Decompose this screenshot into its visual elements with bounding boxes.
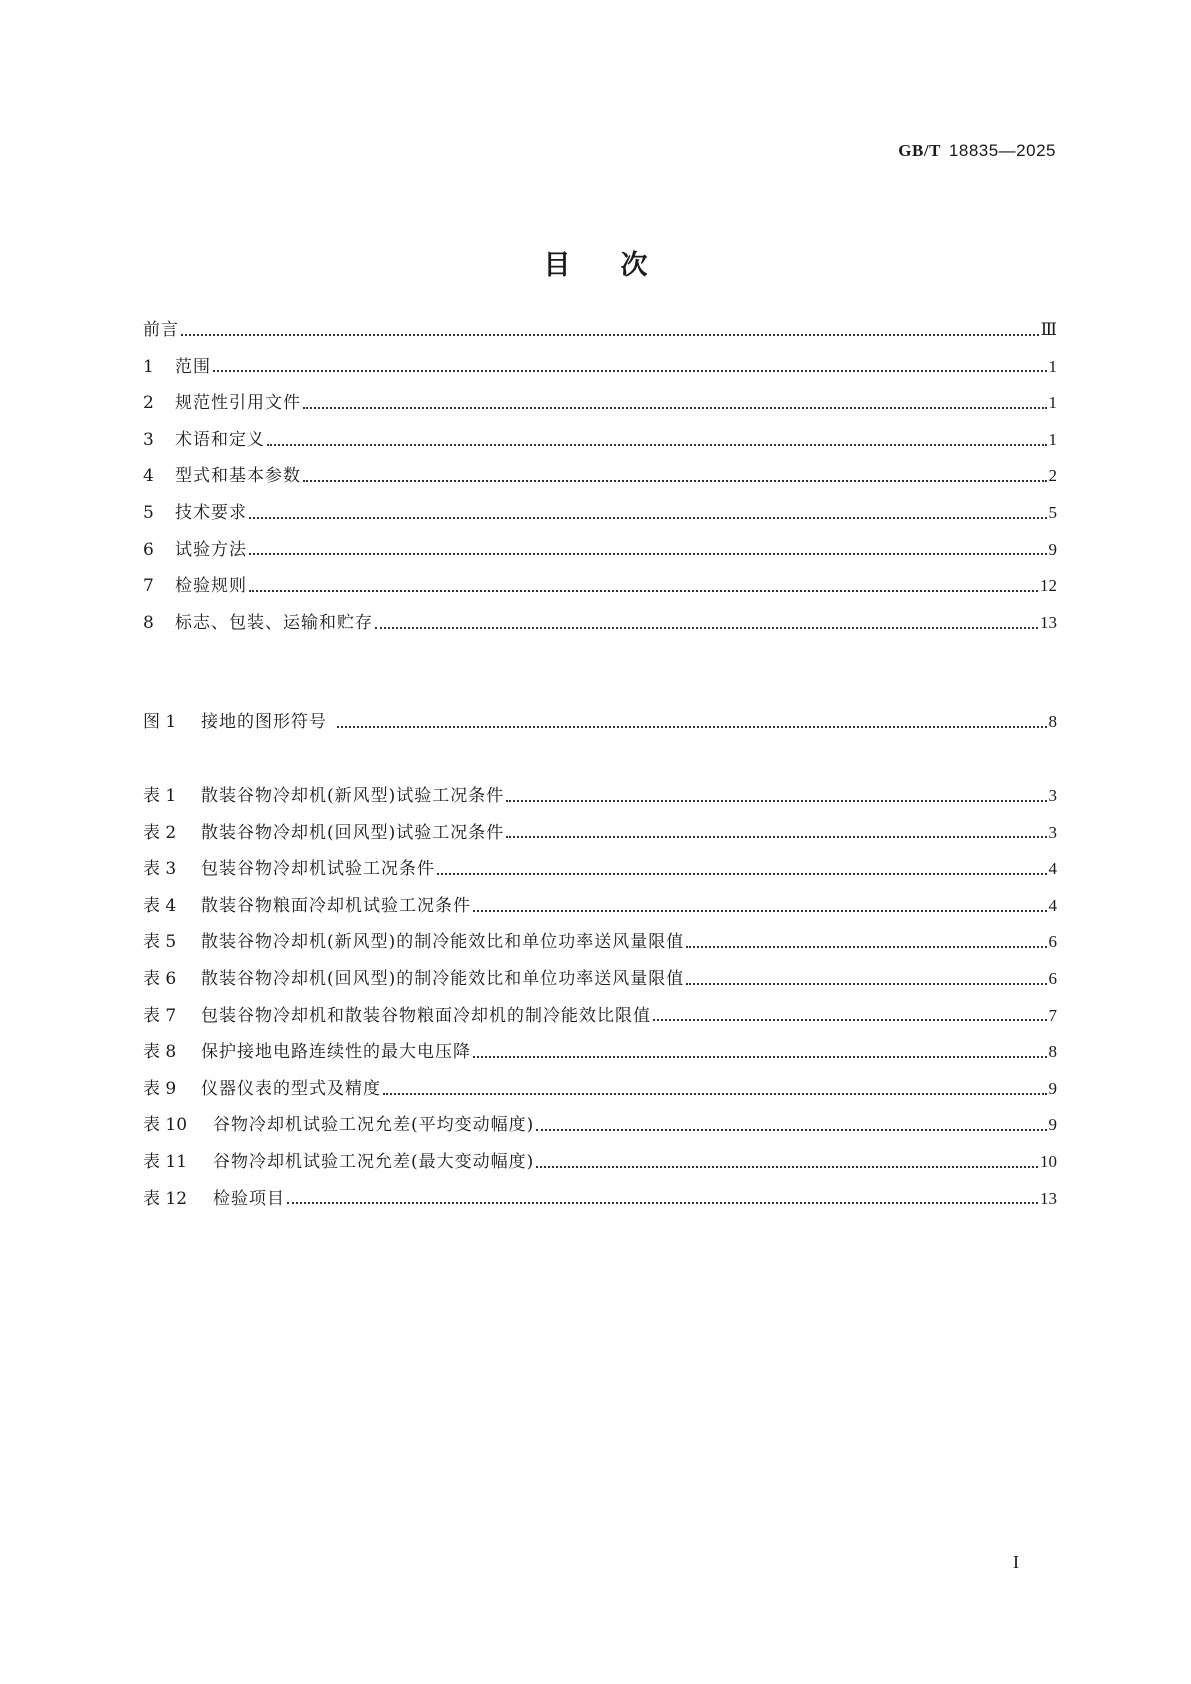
toc-entry-label: 检验项目: [213, 1188, 285, 1209]
toc-entry-label: 试验方法: [175, 539, 247, 560]
toc-entry-table-5[interactable]: [143, 924, 1057, 961]
toc-sections: [143, 312, 1057, 641]
toc-entry-clause-1[interactable]: [143, 349, 1057, 386]
toc-entry-number: 表 3: [143, 859, 177, 880]
toc-entry-page: 3: [1048, 786, 1057, 805]
toc-entry-label: 技术要求: [175, 502, 247, 523]
toc-entry-number: 图 1: [143, 712, 177, 732]
dot-leader: [267, 432, 1047, 449]
toc-entry-number: 表 11: [143, 1151, 188, 1172]
dot-leader: [287, 1190, 1038, 1207]
dot-leader: [536, 1154, 1038, 1171]
toc-entry-table-6[interactable]: [143, 961, 1057, 998]
toc-entry-number: 7: [143, 576, 154, 597]
toc-entry-clause-7[interactable]: [143, 568, 1057, 605]
toc-entry-number: 表 5: [143, 932, 177, 953]
toc-entry-figure-1[interactable]: [143, 704, 1057, 741]
toc-entry-clause-5[interactable]: [143, 495, 1057, 532]
toc-entry-page: 9: [1048, 539, 1057, 559]
toc-entry-page: 4: [1048, 895, 1057, 915]
toc-entry-clause-4[interactable]: [143, 458, 1057, 495]
toc-entry-number: 4: [143, 466, 154, 487]
toc-entry-page: 1: [1048, 356, 1057, 376]
toc-entry-page: 1: [1048, 393, 1057, 413]
toc-entry-label: 规范性引用文件: [175, 393, 301, 414]
toc-entry-number: 1: [143, 356, 154, 377]
toc-entry-label: 谷物冷却机试验工况允差(平均变动幅度): [213, 1115, 535, 1136]
toc-entry-table-9[interactable]: [143, 1071, 1057, 1108]
toc-entry-label: 散装谷物粮面冷却机试验工况条件: [201, 895, 471, 916]
standard-header: [898, 141, 1056, 161]
dot-leader: [249, 541, 1047, 558]
dot-leader: [506, 824, 1046, 841]
toc-entry-number: 6: [143, 539, 154, 560]
toc-entry-page: 1: [1048, 429, 1057, 449]
toc-entry-page: 13: [1040, 1188, 1057, 1208]
toc-entry-table-10[interactable]: [143, 1107, 1057, 1144]
toc-entry-number: 表 6: [143, 968, 177, 989]
toc-entry-clause-2[interactable]: [143, 385, 1057, 422]
dot-leader: [213, 358, 1047, 375]
toc-entry-page: 8: [1048, 712, 1057, 731]
toc-entry-label: 范围: [175, 356, 211, 377]
toc-entry-label: 保护接地电路连续性的最大电压降: [201, 1042, 471, 1063]
toc-entry-page: 6: [1048, 968, 1057, 988]
toc-entry-number: 表 4: [143, 895, 177, 916]
toc-tables: [143, 778, 1057, 1217]
dot-leader: [249, 578, 1038, 595]
toc-entry-label: 接地的图形符号: [201, 712, 327, 732]
toc-entry-page: 4: [1048, 859, 1057, 879]
toc-entry-number: 3: [143, 429, 154, 450]
toc-entry-table-8[interactable]: [143, 1034, 1057, 1071]
toc-entry-number: 2: [143, 393, 154, 414]
toc-entry-page: 9: [1048, 1078, 1057, 1098]
toc-entry-table-3[interactable]: [143, 851, 1057, 888]
toc-entry-label: 前言: [143, 320, 179, 340]
toc-entry-page: 8: [1048, 1042, 1057, 1062]
dot-leader: [249, 505, 1047, 522]
toc-entry-label: 检验规则: [175, 576, 247, 597]
toc-entry-page: 12: [1040, 576, 1057, 596]
toc-entry-number: 5: [143, 502, 154, 523]
toc-figures: [143, 704, 1057, 741]
toc-entry-label: 包装谷物冷却机和散装谷物粮面冷却机的制冷能效比限值: [201, 1005, 651, 1026]
toc-entry-number: 表 10: [143, 1115, 188, 1136]
toc-entry-clause-3[interactable]: [143, 422, 1057, 459]
dot-leader: [181, 322, 1039, 339]
dot-leader: [383, 1081, 1047, 1098]
toc-entry-label: 谷物冷却机试验工况允差(最大变动幅度): [213, 1151, 535, 1172]
toc-entry-label: 术语和定义: [175, 429, 265, 450]
toc-entry-page: 10: [1040, 1151, 1057, 1171]
dot-leader: [686, 934, 1046, 951]
dot-leader: [473, 898, 1047, 915]
toc-entry-table-4[interactable]: [143, 888, 1057, 925]
toc-entry-label: 散装谷物冷却机(回风型)的制冷能效比和单位功率送风量限值: [201, 968, 685, 989]
page-number: I: [1013, 1552, 1019, 1572]
toc-entry-page: Ⅲ: [1040, 320, 1057, 339]
dot-leader: [375, 615, 1038, 632]
toc-entry-page: 3: [1048, 822, 1057, 842]
toc-entry-label: 型式和基本参数: [175, 466, 301, 487]
toc-entry-page: 7: [1048, 1005, 1057, 1025]
toc-entry-label: 标志、包装、运输和贮存: [175, 612, 373, 633]
toc-entry-foreword[interactable]: [143, 312, 1057, 349]
toc-entry-clause-6[interactable]: [143, 532, 1057, 569]
standard-number: 18835—2025: [948, 141, 1056, 160]
toc-entry-table-2[interactable]: [143, 815, 1057, 852]
toc-entry-label: 散装谷物冷却机(新风型)试验工况条件: [201, 786, 505, 806]
dot-leader: [506, 788, 1046, 805]
dot-leader: [437, 861, 1047, 878]
toc-entry-label: 散装谷物冷却机(回风型)试验工况条件: [201, 822, 505, 843]
toc-entry-number: 表 9: [143, 1078, 177, 1099]
page-title: 目次: [543, 250, 698, 281]
toc-entry-number: 表 8: [143, 1042, 177, 1063]
toc-entry-number: 表 7: [143, 1005, 177, 1026]
toc-entry-table-11[interactable]: [143, 1144, 1057, 1181]
toc-entry-label: 散装谷物冷却机(新风型)的制冷能效比和单位功率送风量限值: [201, 932, 685, 953]
toc-entry-page: 6: [1048, 932, 1057, 952]
toc-entry-page: 2: [1048, 466, 1057, 486]
dot-leader: [303, 468, 1047, 485]
toc-entry-table-1[interactable]: [143, 778, 1057, 815]
dot-leader: [653, 1007, 1047, 1024]
toc-entry-page: 9: [1048, 1115, 1057, 1135]
toc-entry-table-12[interactable]: [143, 1181, 1057, 1218]
standard-prefix: GB/T: [898, 141, 941, 160]
toc-entry-number: 表 1: [143, 786, 177, 806]
dot-leader: [473, 1044, 1047, 1061]
dot-leader: [686, 971, 1046, 988]
toc-entry-table-7[interactable]: [143, 998, 1057, 1035]
toc-entry-number: 8: [143, 612, 154, 633]
toc-entry-page: 5: [1048, 502, 1057, 522]
dot-leader: [337, 714, 1047, 731]
toc-entry-number: 表 12: [143, 1188, 188, 1209]
dot-leader: [303, 395, 1047, 412]
toc-entry-number: 表 2: [143, 822, 177, 843]
toc-entry-label: 仪器仪表的型式及精度: [201, 1078, 381, 1099]
dot-leader: [536, 1117, 1046, 1134]
toc-entry-page: 13: [1040, 612, 1057, 632]
toc-entry-label: 包装谷物冷却机试验工况条件: [201, 859, 435, 880]
toc-entry-clause-8[interactable]: [143, 605, 1057, 642]
